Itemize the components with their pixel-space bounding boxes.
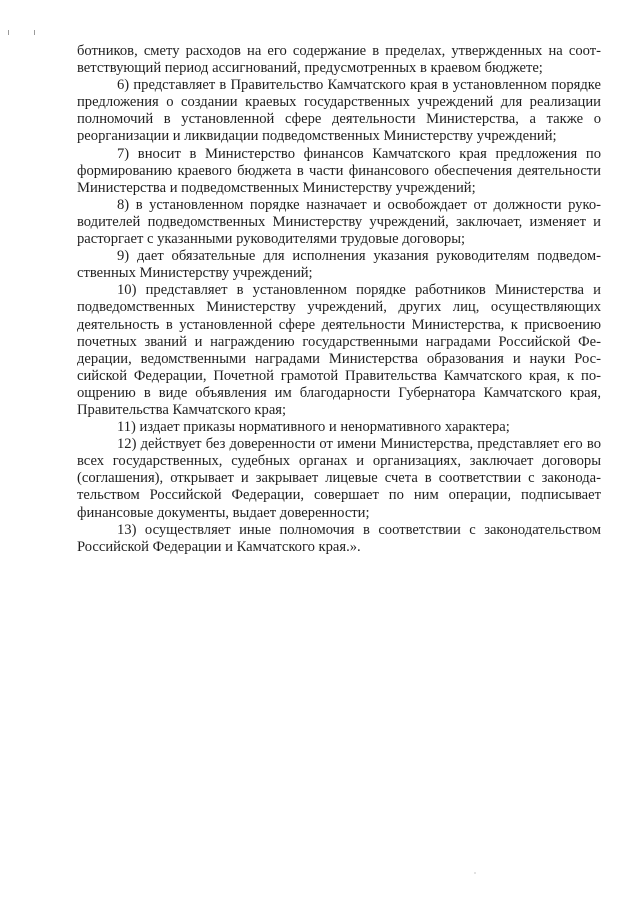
document-body [77,43,601,556]
paragraph-continuation: ботников, смету расходов на его содержание в пределах, утвержденных на соответствующий период ассигнований, предусмотренных в краевом бюджете; [77,43,601,77]
paragraph-item-13: 13) осуществляет иные полномочия в соответствии с законодательством Российской Федерации и Камчатского края.». [77,521,601,555]
paragraph-item-10: 10) представляет в установленном порядке работников Министерства и подведомственных Министерству учреждений, других лиц, осуществляющих деятельность в установленной сфере деятельности Министерства, к присвоению почетных званий и награждению государственными наградами Российской Федерации, ведомственными наградами Министерства образования и науки Российской Федерации, Почетной грамотой Правительства Камчатского края, к поощрению в виде объявления им благодарности Губернатора Камчатского края, Правительства Камчатского края; [77,282,601,418]
paragraph-item-9: 9) дает обязательные для исполнения указания руководителям подведомственных Министерству учреждений; [77,248,601,282]
scan-artifact-marks [8,30,38,36]
scan-speck [474,872,476,874]
paragraph-item-12: 12) действует без доверенности от имени Министерства, представляет его во всех государственных, судебных органах и организациях, заключает договоры (соглашения), открывает и закрывает лицевые счета в соответствии с законодательством Российской Федерации, совершает по ним операции, подписывает финансовые документы, выдает доверенности; [77,436,601,521]
paragraph-item-8: 8) в установленном порядке назначает и освобождает от должности руководителей подведомственных Министерству учреждений, заключает, изменяет и расторгает с указанными руководителями трудовые договоры; [77,196,601,248]
paragraph-item-7: 7) вносит в Министерство финансов Камчатского края предложения по формированию краевого бюджета в части финансового обеспечения деятельности Министерства и подведомственных Министерству учреждений; [77,145,601,196]
paragraph-item-11: 11) издает приказы нормативного и ненормативного характера; [117,419,510,436]
paragraph-item-6: 6) представляет в Правительство Камчатского края в установленном порядке предложения о создании краевых государственных учреждений для реализации полномочий в установленной сфере деятельности Министерства, а также о реорганизации и ликвидации подведомственных Министерству учреждений; [77,77,601,145]
